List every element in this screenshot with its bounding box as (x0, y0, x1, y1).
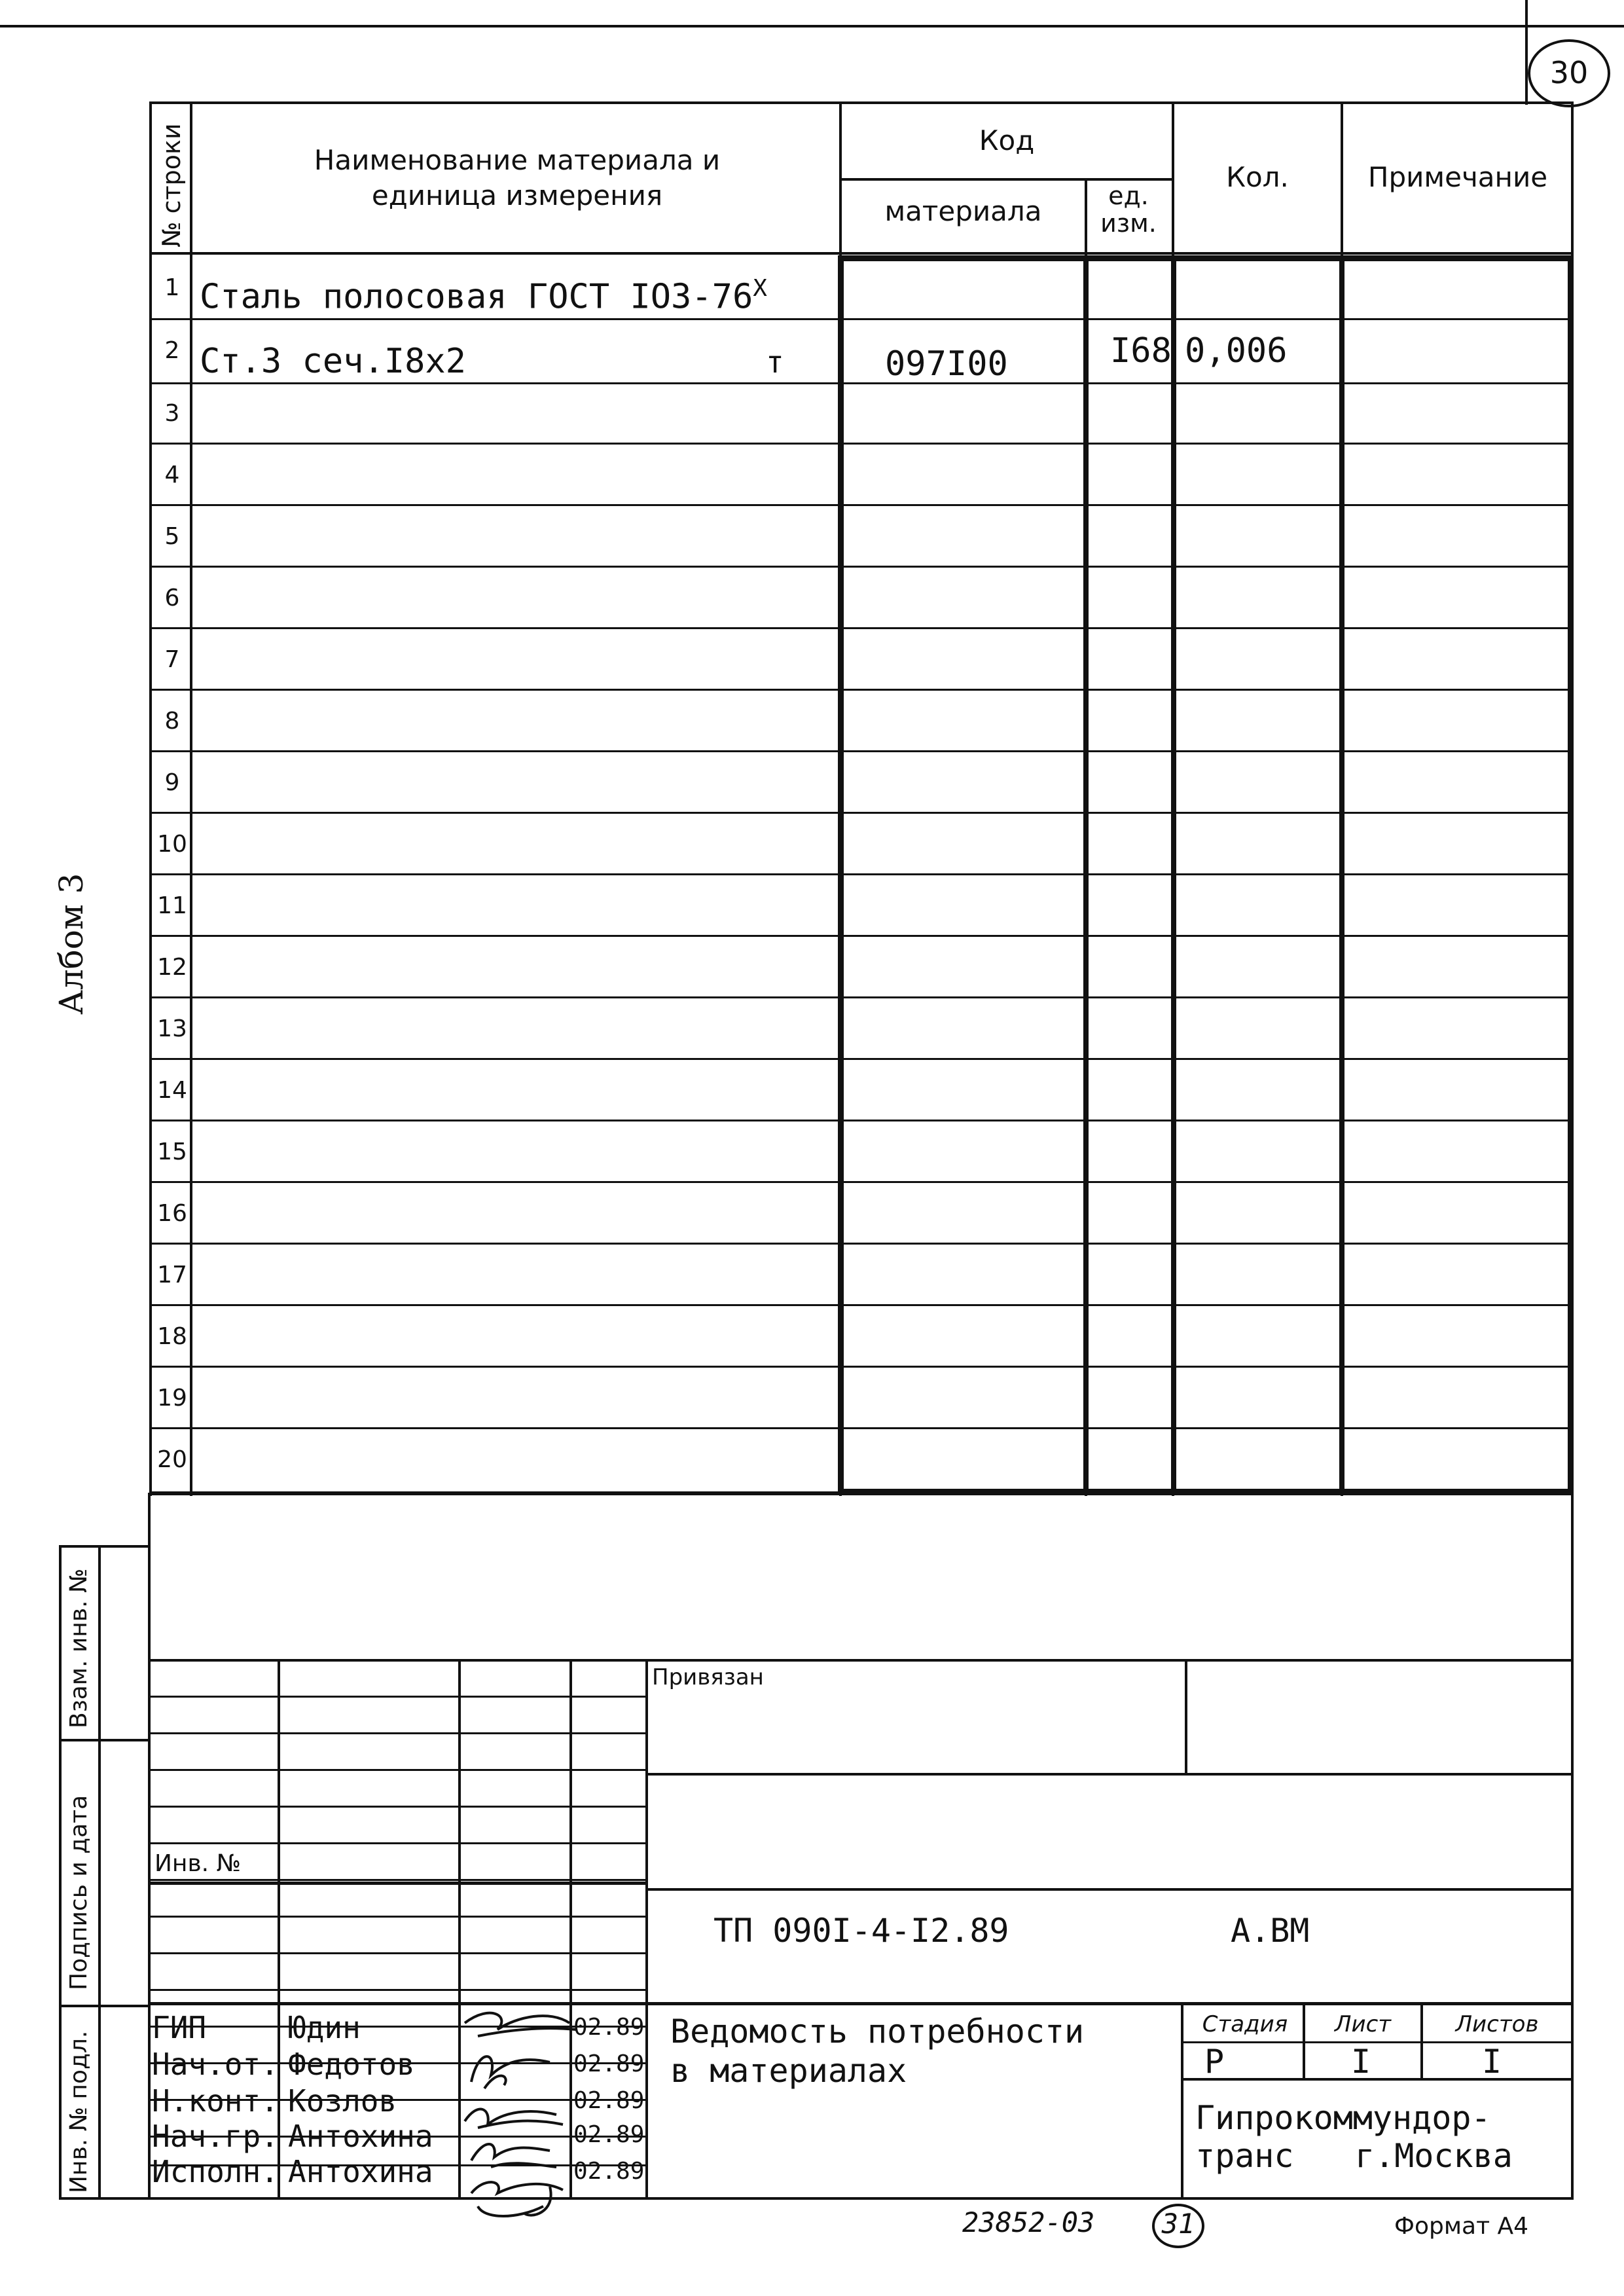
frame-left-line (148, 1493, 151, 2200)
frame-bottom-line (59, 2197, 1574, 2200)
stamp-grid-row (149, 1842, 647, 1844)
row-line (152, 689, 1574, 691)
side-podpis-label: Подпись и дата (65, 1795, 92, 1990)
row-line (152, 996, 1574, 998)
stamp-mid-line-2 (647, 1888, 1574, 1891)
row-line (152, 750, 1574, 752)
signature-4 (471, 2144, 556, 2167)
row-number: 8 (164, 708, 180, 735)
row-line (152, 504, 1574, 506)
sheet-label: Лист (1334, 2011, 1392, 2037)
org-city: г.Москва (1355, 2137, 1513, 2175)
row-line (152, 1427, 1574, 1429)
row-line (152, 1058, 1574, 1060)
person-name: Антохина (288, 2119, 433, 2154)
sheet-value: I (1351, 2043, 1371, 2081)
doc-mark: А.ВМ (1231, 1912, 1310, 1950)
table-bottom-line (149, 1491, 1574, 1495)
signature-5 (471, 2182, 563, 2216)
row-number: 3 (164, 400, 180, 427)
person-date: 02.89 (573, 2050, 645, 2077)
person-name: Козлов (288, 2083, 397, 2119)
privyazan-divider (1185, 1659, 1187, 1774)
person-date: 02.89 (573, 2158, 645, 2185)
row-number: 17 (157, 1262, 187, 1288)
stamp-grid-row (149, 1916, 647, 1918)
row-number: 12 (157, 954, 187, 981)
signatures-scribble (452, 1997, 589, 2219)
sheets-label: Листов (1455, 2011, 1539, 2037)
stamp-grid-thick (149, 1882, 648, 1885)
row-line (152, 1120, 1574, 1121)
row-number: 16 (157, 1200, 187, 1227)
row-number: 18 (157, 1323, 187, 1350)
row1-material-name (200, 275, 767, 316)
row2-material-name: Ст.3 сеч.I8x2 (200, 342, 466, 381)
side-strip-divider (59, 1739, 149, 1741)
person-name: Антохина (288, 2154, 433, 2189)
row1-name-superscript: X (753, 275, 767, 302)
frame-right-line (1571, 1493, 1574, 2200)
header-code: Код (979, 124, 1035, 156)
row-line (152, 873, 1574, 875)
stamp-grid-row (149, 1952, 647, 1954)
stamp-grid-row (149, 1769, 647, 1771)
privyazan-label: Привязан (652, 1664, 764, 1690)
person-date: 02.89 (573, 2014, 645, 2041)
row1-name-text: Сталь полосовая ГОСТ IO3-76 (200, 277, 753, 317)
album-label: Албом 3 (52, 873, 90, 1015)
row-number: 14 (157, 1077, 187, 1104)
stamp-grid-row (149, 1696, 647, 1698)
row-number: 4 (164, 462, 180, 488)
row-number: 5 (164, 523, 180, 550)
row2-quantity: 0,006 (1185, 331, 1288, 371)
row-number: 2 (164, 337, 180, 364)
stamp-grid-thick (149, 2002, 1574, 2005)
person-name: Федотов (288, 2047, 415, 2082)
side-inv-podl-label: Инв. № подл. (65, 2030, 92, 2193)
side-strip-inner-line (98, 1545, 101, 2200)
header-name: Наименование материала и единица измерения (314, 144, 721, 211)
row2-unit-symbol: т (766, 344, 784, 380)
row-number: 19 (157, 1385, 187, 1412)
row-number: 10 (157, 831, 187, 858)
row-line (152, 812, 1574, 814)
stamp-grid-row (149, 1879, 647, 1881)
row-number: 1 (164, 274, 180, 301)
row-line (152, 1366, 1574, 1368)
org-line-2: транс (1195, 2137, 1294, 2175)
inv-no-label: Инв. № (154, 1850, 242, 1877)
person-role: Нач.гр. (152, 2119, 279, 2154)
side-strip-divider (59, 2005, 149, 2007)
row-number: 20 (157, 1446, 187, 1473)
stage-label: Стадия (1202, 2011, 1288, 2037)
header-bottom-line (149, 252, 1574, 255)
row-number: 7 (164, 646, 180, 673)
header-unit: ед. изм. (1100, 181, 1157, 238)
person-role: Н.конт. (152, 2083, 279, 2119)
header-note: Примечание (1367, 161, 1548, 193)
stage-value: Р (1204, 2043, 1225, 2081)
title-line-2: в материалах (670, 2052, 907, 2090)
row-number: 13 (157, 1015, 187, 1042)
sheets-value: I (1482, 2043, 1502, 2081)
row-number: 11 (157, 892, 187, 919)
org-line-1: Гипрокоммундор- (1195, 2099, 1491, 2137)
title-line-1: Ведомость потребности (670, 2013, 1085, 2050)
stage-box-row (1181, 2078, 1574, 2081)
row2-material-code: 097I00 (885, 344, 1008, 384)
row-line (152, 935, 1574, 937)
sheet-number: 30 (1549, 55, 1589, 90)
header-material: материала (884, 195, 1042, 227)
stamp-grid-row (149, 1806, 647, 1808)
row-line (152, 627, 1574, 629)
doc-code: ТП 090I-4-I2.89 (713, 1912, 1009, 1950)
signature-1 (465, 2013, 576, 2036)
archive-number: 23852-03 (962, 2206, 1095, 2238)
header-quantity: Кол. (1226, 161, 1289, 193)
header-code-split (839, 178, 1174, 181)
row-line (152, 1243, 1574, 1245)
row-line (152, 382, 1574, 384)
page-circle-number: 31 (1161, 2208, 1195, 2240)
row-line (152, 1304, 1574, 1306)
signature-3 (465, 2109, 563, 2128)
row-number: 9 (164, 769, 180, 796)
stamp-top-line (149, 1659, 1574, 1662)
person-role: Исполн. (152, 2154, 279, 2189)
signature-2 (471, 2056, 550, 2088)
top-border-line (0, 25, 1624, 27)
row-line (152, 443, 1574, 445)
stamp-grid-row (149, 1989, 647, 1991)
stamp-grid-row (149, 1732, 647, 1734)
side-vzam-label: Взам. инв. № (65, 1568, 92, 1728)
person-role: Нач.от. (152, 2047, 279, 2082)
header-row-number: № строки (157, 123, 186, 247)
row-line (152, 566, 1574, 568)
stage-box-left (1181, 2003, 1183, 2197)
format-label: Формат А4 (1394, 2213, 1529, 2240)
row2-unit-code: I68 (1110, 331, 1172, 371)
stage-box-row (1181, 2041, 1574, 2043)
person-name: Юдин (288, 2010, 361, 2045)
row-line (152, 318, 1574, 320)
row-number: 15 (157, 1139, 187, 1165)
stamp-grid-vertical (645, 1659, 648, 2197)
stamp-mid-line (647, 1773, 1574, 1776)
person-role: ГИП (152, 2010, 207, 2045)
row-line (152, 1181, 1574, 1183)
person-date: 02.89 (573, 2087, 645, 2114)
row-number: 6 (164, 585, 180, 611)
person-date: 02.89 (573, 2121, 645, 2148)
